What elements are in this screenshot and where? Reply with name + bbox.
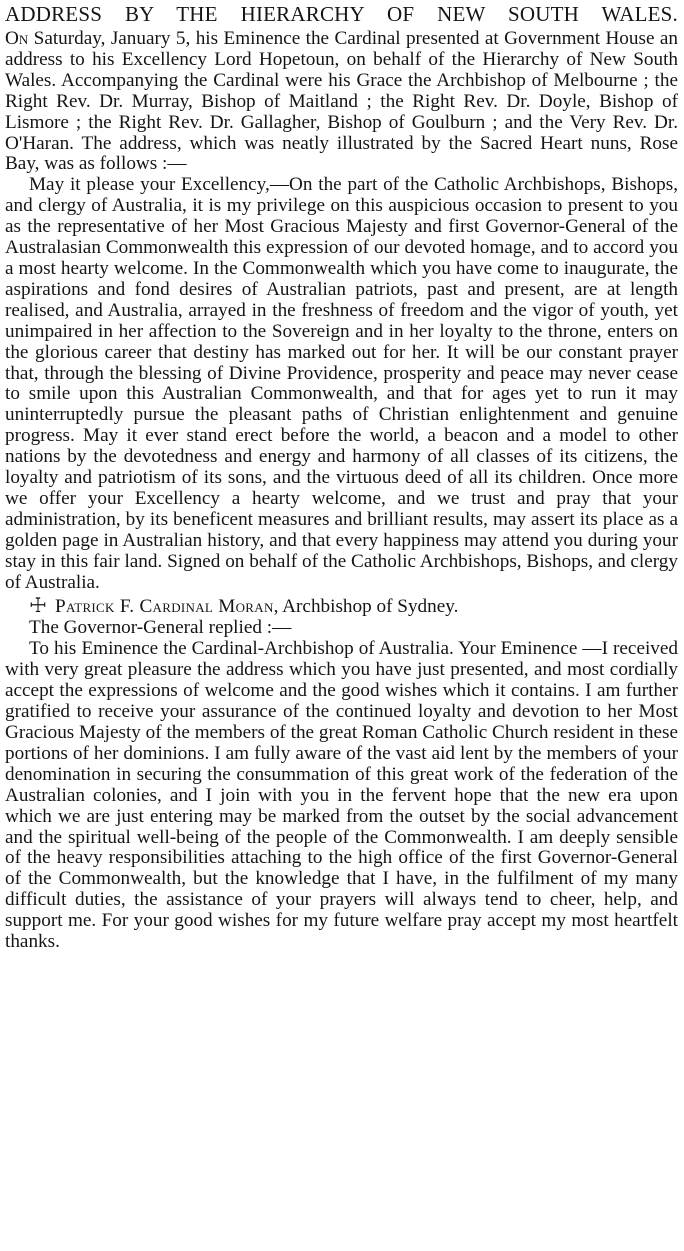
headline: ADDRESS BY THE HIERARCHY OF NEW SOUTH WALES. [5,2,678,26]
reply-intro: The Governor-General replied :— [29,617,292,639]
intro-lead-word: On [5,28,29,49]
signature-line [5,594,678,618]
cross-icon: ☩ [29,593,47,618]
signature-name: Patrick F. Cardinal Moran [55,596,274,618]
reply-body: To his Eminence the Cardinal-Archbishop of Australia. Your Eminence —I received with very great pleasure the address which you have just presented, and most cordially accept the expressions of welcome and the good wishes which it contains. I am further gratified to receive your assurance of the continued loyalty and devotion to her Most Gracious Majesty of the members of the great Roman Catholic Church resident in these portions of her dominions. I am fully aware of the vast aid lent by the members of your denomination in securing the consummation of this great work of the federation of the Australian colonies, and I join with you in the fervent hope that the new era upon which we are just entering may be marked from the outset by the social advancement and the spiritual well-being of the people of the Commonwealth. I am deeply sensible of the heavy responsibilities attaching to the high office of the first Governor-General of the Commonwealth, but the knowledge that I have, in the fulfilment of my many difficult duties, the assistance of your prayers will always tend to cheer, help, and support me. For your good wishes for my future welfare pray accept my most heartfelt thanks. [5,638,678,953]
intro-paragraph [5,29,678,175]
signature-title: , Archbishop of Sydney. [273,596,459,618]
intro-text: Saturday, January 5, his Eminence the Cardinal presented at Government House an address to his Excellency Lord Hopetoun, on behalf of the Hierarchy of New South Wales. Accompanying the Cardinal were his Grace the Archbishop of Melbourne ; the Right Rev. Dr. Murray, Bishop of Maitland ; the Right Rev. Dr. Doyle, Bishop of Lismore ; the Right Rev. Dr. Gallagher, Bishop of Goulburn ; and the Very Rev. Dr. O'Haran. The address, which was neatly illustrated by the Sacred Heart nuns, Rose Bay, was as follows :— [5,28,678,175]
address-body: May it please your Excellency,—On the part of the Catholic Archbishops, Bishops, and clergy of Australia, it is my privilege on this auspicious occasion to present to you as the representative of her Most Gracious Majesty and first Governor-General of the Australasian Commonwealth this expression of our devoted homage, and to accord you a most hearty welcome. In the Commonwealth which you have come to inaugurate, the aspirations and fond desires of Australian patriots, past and present, are at length realised, and Australia, arrayed in the freshness of freedom and the vigor of youth, yet unimpaired in her affection to the Sovereign and in her loyalty to the throne, enters on the glorious career that destiny has marked out for her. It will be our constant prayer that, through the blessing of Divine Providence, prosperity and peace may never cease to smile upon this Australian Commonwealth, and that for ages yet to run it may uninterruptedly pursue the pleasant paths of Christian enlightenment and genuine progress. May it ever stand erect before the world, a beacon and a model to other nations by the devotedness and energy and harmony of all classes of its citizens, the loyalty and patriotism of its sons, and the virtuous deed of all its children. Once more we offer your Excellency a hearty welcome, and we trust and pray that your administration, by its beneficent measures and brilliant results, may assert its place as a golden page in Australian history, and that every happiness may attend you during your stay in this fair land. Signed on behalf of the Catholic Archbishops, Bishops, and clergy of Australia. [5,174,678,593]
